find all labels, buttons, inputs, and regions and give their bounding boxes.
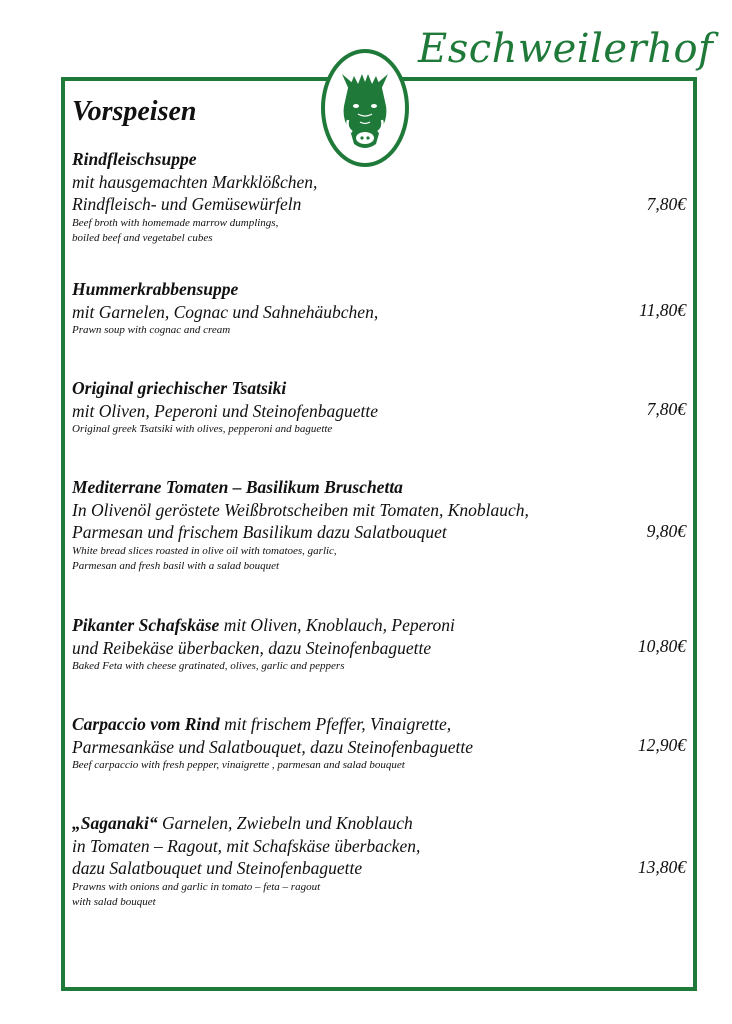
item-name: Original griechischer Tsatsiki — [72, 378, 287, 398]
item-english: Prawns with onions and garlic in tomato – feta – ragout — [72, 880, 321, 893]
item-price: 11,80€ — [639, 300, 686, 320]
item-name: Hummerkrabbensuppe — [72, 279, 239, 299]
restaurant-name: Eschweilerhof — [418, 26, 714, 72]
item-name: „Saganaki“ — [72, 813, 158, 833]
item-name: Carpaccio vom Rind — [72, 714, 220, 734]
menu-item — [72, 476, 688, 574]
item-description: Rindfleisch- und Gemüsewürfeln — [72, 194, 302, 214]
item-price: 7,80€ — [646, 399, 686, 419]
item-description: dazu Salatbouquet und Steinofenbaguette — [72, 858, 363, 878]
item-price: 7,80€ — [646, 194, 686, 214]
menu-item — [72, 278, 688, 338]
item-description: mit Oliven, Peperoni und Steinofenbaguette — [72, 400, 379, 421]
item-name: Mediterrane Tomaten – Basilikum Bruschetta — [72, 477, 403, 497]
item-description: in Tomaten – Ragout, mit Schafskäse überbacken, — [72, 835, 421, 856]
item-description: Garnelen, Zwiebeln und Knoblauch — [157, 813, 413, 833]
item-description: Parmesan und frischem Basilikum dazu Salatbouquet — [72, 522, 447, 542]
item-english: Beef carpaccio with fresh pepper, vinaigrette , parmesan and salad bouquet — [72, 759, 405, 771]
item-english: Baked Feta with cheese gratinated, olives, garlic and peppers — [72, 660, 345, 672]
menu-item — [72, 713, 688, 773]
menu-item — [72, 614, 688, 674]
item-price: 12,90€ — [637, 735, 686, 755]
item-description: mit Garnelen, Cognac und Sahnehäubchen, — [72, 301, 379, 322]
item-english: Beef broth with homemade marrow dumplings, — [72, 216, 279, 229]
item-price: 9,80€ — [646, 521, 686, 541]
section-title: Vorspeisen — [72, 96, 197, 127]
menu-item — [72, 377, 688, 437]
item-description: und Reibekäse überbacken, dazu Steinofenbaguette — [72, 637, 432, 658]
item-description: In Olivenöl geröstete Weißbrotscheiben mit Tomaten, Knoblauch, — [72, 499, 529, 520]
item-name: Pikanter Schafskäse — [72, 615, 220, 635]
item-description: mit frischem Pfeffer, Vinaigrette, — [219, 714, 452, 734]
item-english: White bread slices roasted in olive oil with tomatoes, garlic, — [72, 544, 337, 557]
item-english: Prawn soup with cognac and cream — [72, 324, 231, 336]
item-english: boiled beef and vegetabel cubes — [72, 231, 213, 244]
item-description: Parmesankäse und Salatbouquet, dazu Steinofenbaguette — [72, 736, 473, 757]
item-description: mit Oliven, Knoblauch, Peperoni — [219, 615, 455, 635]
item-english: Parmesan and fresh basil with a salad bouquet — [72, 559, 280, 572]
menu-item — [72, 148, 688, 246]
menu-item — [72, 812, 688, 910]
item-name: Rindfleischsuppe — [72, 149, 197, 169]
item-english: Original greek Tsatsiki with olives, pepperoni and baguette — [72, 423, 333, 435]
item-english: with salad bouquet — [72, 895, 156, 908]
item-price: 13,80€ — [637, 857, 686, 877]
item-description: mit hausgemachten Markklößchen, — [72, 171, 318, 192]
item-price: 10,80€ — [637, 636, 686, 656]
